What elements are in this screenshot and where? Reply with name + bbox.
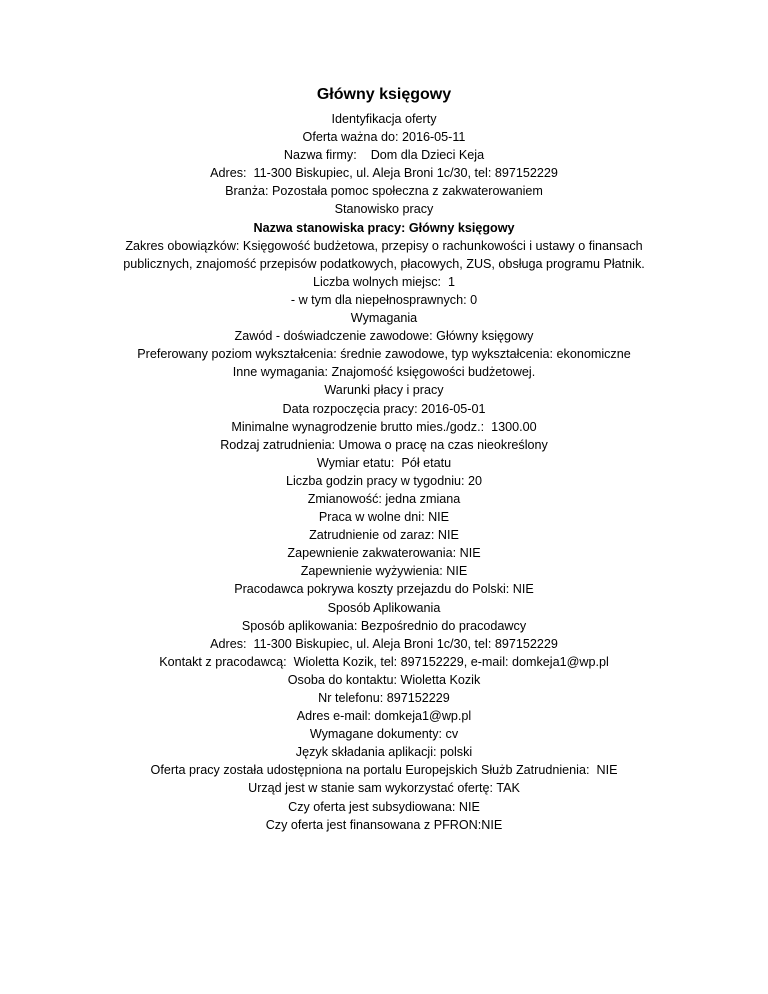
required-profession-experience: Zawód - doświadczenie zawodowe: Główny księgowy bbox=[234, 329, 534, 344]
eures-shared: Oferta pracy została udostępniona na portalu Europejskich Służb Zatrudnienia: NIE bbox=[150, 763, 618, 778]
employment-type: Rodzaj zatrudnienia: Umowa o pracę na czas nieokreślony bbox=[220, 437, 548, 452]
travel-costs-covered: Pracodawca pokrywa koszty przejazdu do Polski: NIE bbox=[234, 582, 534, 597]
minimum-salary: Minimalne wynagrodzenie brutto mies./godz.: 1300.00 bbox=[231, 419, 537, 434]
employer-contact: Kontakt z pracodawcą: Wioletta Kozik, tel: 897152229, e-mail: domkeja1@wp.pl bbox=[159, 654, 609, 669]
immediate-employment: Zatrudnienie od zaraz: NIE bbox=[309, 528, 459, 543]
industry: Branża: Pozostała pomoc społeczna z zakwaterowaniem bbox=[225, 184, 543, 199]
duties-line-1: Zakres obowiązków: Księgowość budżetowa, przepisy o rachunkowości i ustawy o finansach bbox=[125, 238, 643, 253]
section-heading-position: Stanowisko pracy bbox=[334, 202, 434, 217]
job-offer-document bbox=[0, 84, 768, 834]
weekly-hours: Liczba godzin pracy w tygodniu: 20 bbox=[285, 473, 483, 488]
vacancies-disabled: - w tym dla niepełnosprawnych: 0 bbox=[290, 292, 478, 307]
working-time: Wymiar etatu: Pół etatu bbox=[316, 455, 452, 470]
office-self-fill: Urząd jest w stanie sam wykorzystać ofertę: TAK bbox=[248, 781, 520, 796]
duties-line-2: publicznych, znajomość przepisów podatkowych, płacowych, ZUS, obsługa programu Płatnik. bbox=[123, 256, 645, 271]
section-heading-offer-identification: Identyfikacja oferty bbox=[331, 112, 437, 126]
shift-system: Zmianowość: jedna zmiana bbox=[307, 491, 461, 506]
position-name: Nazwa stanowiska pracy: Główny księgowy bbox=[253, 220, 515, 235]
section-heading-application-method: Sposób Aplikowania bbox=[327, 600, 441, 615]
start-date: Data rozpoczęcia pracy: 2016-05-01 bbox=[282, 401, 486, 416]
weekend-work: Praca w wolne dni: NIE bbox=[318, 510, 450, 525]
application-method: Sposób aplikowania: Bezpośrednio do pracodawcy bbox=[241, 618, 527, 633]
company-name: Nazwa firmy: Dom dla Dzieci Keja bbox=[283, 148, 485, 163]
company-address: Adres: 11-300 Biskupiec, ul. Aleja Broni 1c/30, tel: 897152229 bbox=[210, 166, 558, 181]
vacancies-count: Liczba wolnych miejsc: 1 bbox=[312, 274, 456, 289]
other-requirements: Inne wymagania: Znajomość księgowości budżetowej. bbox=[232, 365, 536, 380]
document-title: Główny księgowy bbox=[316, 86, 452, 103]
preferred-education: Preferowany poziom wykształcenia: średnie zawodowe, typ wykształcenia: ekonomiczne bbox=[137, 347, 631, 362]
contact-phone: Nr telefonu: 897152229 bbox=[318, 691, 450, 705]
accommodation-provided: Zapewnienie zakwaterowania: NIE bbox=[287, 546, 481, 561]
offer-valid-until: Oferta ważna do: 2016-05-11 bbox=[302, 130, 466, 145]
section-heading-requirements: Wymagania bbox=[350, 311, 418, 326]
required-documents: Wymagane dokumenty: cv bbox=[309, 727, 459, 742]
application-language: Język składania aplikacji: polski bbox=[295, 745, 473, 760]
contact-person: Osoba do kontaktu: Wioletta Kozik bbox=[287, 672, 481, 687]
section-heading-pay-conditions: Warunki płacy i pracy bbox=[324, 383, 444, 398]
pfron-financed: Czy oferta jest finansowana z PFRON:NIE bbox=[265, 817, 503, 832]
contact-email: Adres e-mail: domkeja1@wp.pl bbox=[296, 709, 472, 724]
subsidised-offer: Czy oferta jest subsydiowana: NIE bbox=[288, 799, 480, 814]
meals-provided: Zapewnienie wyżywienia: NIE bbox=[300, 564, 468, 579]
application-address: Adres: 11-300 Biskupiec, ul. Aleja Broni 1c/30, tel: 897152229 bbox=[210, 636, 558, 651]
